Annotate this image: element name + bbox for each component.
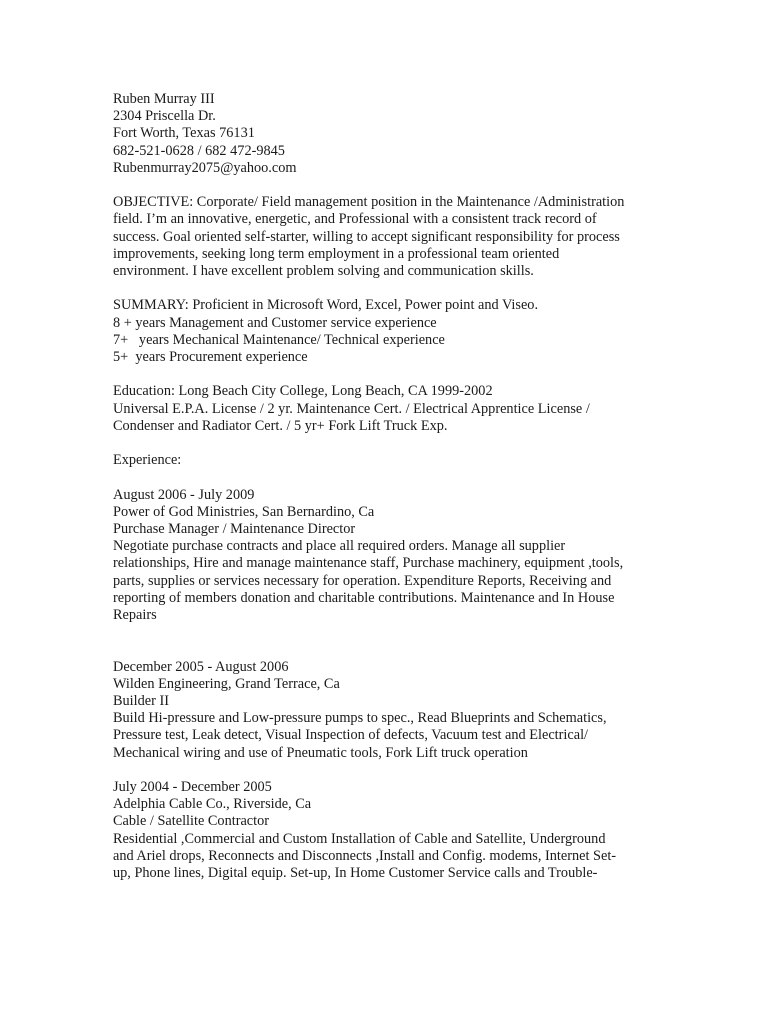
job-desc-line: Mechanical wiring and use of Pneumatic tools, Fork Lift truck operation <box>113 744 528 761</box>
job-entry <box>113 779 643 882</box>
objective-line: success. Goal oriented self-starter, willing to accept significant responsibility for process <box>113 228 620 245</box>
education-line: Condenser and Radiator Cert. / 5 yr+ Fork Lift Truck Exp. <box>113 417 448 434</box>
summary-line: 7+ years Mechanical Maintenance/ Technical experience <box>113 331 445 348</box>
education-section <box>113 383 643 435</box>
job-employer: Wilden Engineering, Grand Terrace, Ca <box>113 675 340 692</box>
contact-name: Ruben Murray III <box>113 91 215 107</box>
job-dates: December 2005 - August 2006 <box>113 658 289 675</box>
job-title: Builder II <box>113 693 169 710</box>
education-line: Universal E.P.A. License / 2 yr. Maintenance Cert. / Electrical Apprentice License / <box>113 400 590 417</box>
job-employer: Power of God Ministries, San Bernardino, Ca <box>113 503 375 520</box>
job-entry <box>113 659 643 762</box>
resume-page <box>113 91 643 882</box>
contact-address-line1: 2304 Priscella Dr. <box>113 108 216 125</box>
job-dates: August 2006 - July 2009 <box>113 486 255 503</box>
summary-line: 8 + years Management and Customer service experience <box>113 314 437 331</box>
job-dates: July 2004 - December 2005 <box>113 779 272 796</box>
job-employer: Adelphia Cable Co., Riverside, Ca <box>113 796 312 813</box>
job-desc-line: Residential ,Commercial and Custom Installation of Cable and Satellite, Underground <box>113 830 606 847</box>
job-desc-line: reporting of members donation and charitable contributions. Maintenance and In House <box>113 589 615 606</box>
job-desc-line: relationships, Hire and manage maintenance staff, Purchase machinery, equipment ,tools, <box>113 555 624 572</box>
objective-line: field. I’m an innovative, energetic, and Professional with a consistent track record of <box>113 211 597 228</box>
summary-line: SUMMARY: Proficient in Microsoft Word, Excel, Power point and Viseo. <box>113 297 539 314</box>
objective-line: OBJECTIVE: Corporate/ Field management position in the Maintenance /Administration <box>113 194 625 211</box>
job-desc-line: Pressure test, Leak detect, Visual Inspection of defects, Vacuum test and Electrical/ <box>113 727 589 744</box>
summary-line: 5+ years Procurement experience <box>113 349 308 366</box>
summary-section <box>113 297 643 366</box>
contact-phone: 682-521-0628 / 682 472-9845 <box>113 142 285 159</box>
job-desc-line: Negotiate purchase contracts and place all required orders. Manage all supplier <box>113 538 566 555</box>
objective-line: improvements, seeking long term employment in a professional team oriented <box>113 245 560 262</box>
contact-block <box>113 91 643 177</box>
job-title: Cable / Satellite Contractor <box>113 813 270 830</box>
job-desc-line: and Ariel drops, Reconnects and Disconnects ,Install and Config. modems, Internet Set- <box>113 847 617 864</box>
job-entry <box>113 487 643 625</box>
contact-email: Rubenmurray2075@yahoo.com <box>113 159 297 176</box>
contact-address-line2: Fort Worth, Texas 76131 <box>113 125 255 142</box>
job-title: Purchase Manager / Maintenance Director <box>113 521 356 537</box>
education-line: Education: Long Beach City College, Long Beach, CA 1999-2002 <box>113 383 493 400</box>
objective-line: environment. I have excellent problem solving and communication skills. <box>113 263 534 280</box>
job-desc-line: Repairs <box>113 607 157 624</box>
objective-section <box>113 194 643 280</box>
job-desc-line: parts, supplies or services necessary for operation. Expenditure Reports, Receiving and <box>113 572 612 589</box>
job-desc-line: up, Phone lines, Digital equip. Set-up, In Home Customer Service calls and Trouble- <box>113 865 598 882</box>
experience-heading: Experience: <box>113 452 182 469</box>
job-desc-line: Build Hi-pressure and Low-pressure pumps to spec., Read Blueprints and Schematics, <box>113 710 607 727</box>
